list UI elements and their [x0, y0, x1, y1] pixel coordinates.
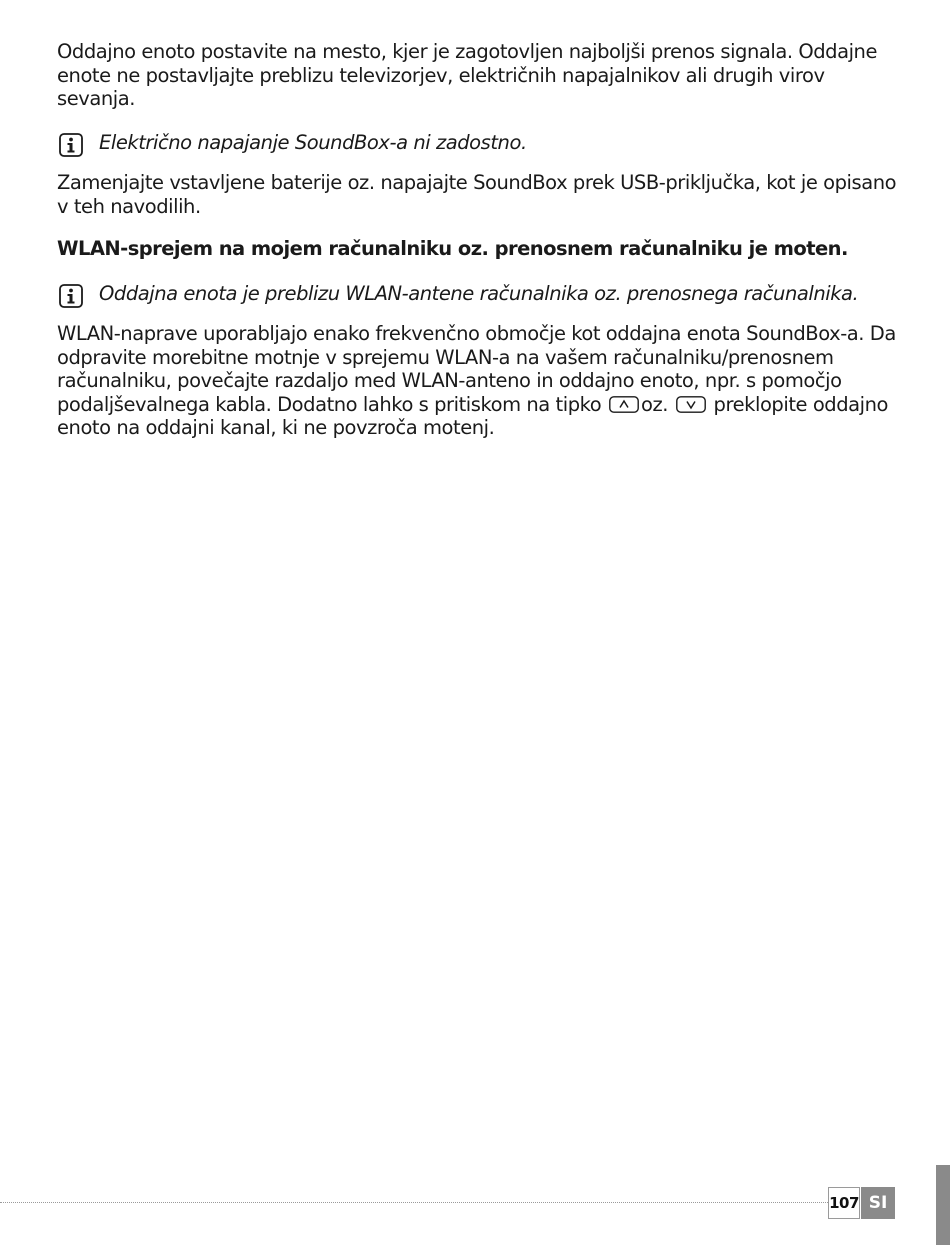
battery-paragraph: Zamenjajte vstavljene baterije oz. napajajte SoundBox prek USB-priključka, kot je opisano v teh navodilih.	[57, 171, 897, 218]
wlan-paragraph-part3: preklopite oddajno enoto na oddajni kanal, ki ne povzroča motenj.	[57, 392, 889, 439]
page-number: 107	[828, 1187, 860, 1219]
power-note	[57, 131, 902, 155]
language-badge: SI	[861, 1187, 895, 1219]
power-note-text: Električno napajanje SoundBox-a ni zadostno.	[99, 130, 527, 154]
wlan-note	[57, 282, 902, 306]
footer-divider	[0, 1202, 828, 1203]
wlan-paragraph-part1: WLAN-naprave uporabljajo enako frekvenčno območje kot oddajna enota SoundBox-a. Da odpravite morebitne motnje v sprejemu WLAN-a na vašem računalniku/prenosnem računalniku, povečajte razdaljo med WLAN-anteno in oddajno enoto, npr. s pomočjo podaljševalnega kabla. Dodatno lahko s pritiskom na tipko	[57, 322, 896, 416]
info-icon	[59, 284, 83, 308]
chevron-up-key-icon	[609, 396, 639, 413]
wlan-note-text: Oddajna enota je preblizu WLAN-antene računalnika oz. prenosnega računalnika.	[99, 281, 859, 305]
wlan-paragraph	[57, 322, 902, 440]
wlan-heading: WLAN-sprejem na mojem računalniku oz. prenosnem računalniku je moten.	[57, 237, 848, 260]
side-tab	[936, 1165, 950, 1245]
chevron-down-key-icon	[676, 396, 706, 413]
placement-paragraph: Oddajno enoto postavite na mesto, kjer je zagotovljen najboljši prenos signala. Oddajne enote ne postavljajte preblizu televizorjev, električnih napajalnikov ali drugih virov sevanja.	[57, 40, 878, 110]
info-icon	[59, 133, 83, 157]
manual-content	[57, 40, 902, 440]
wlan-paragraph-part2: oz.	[641, 392, 669, 416]
